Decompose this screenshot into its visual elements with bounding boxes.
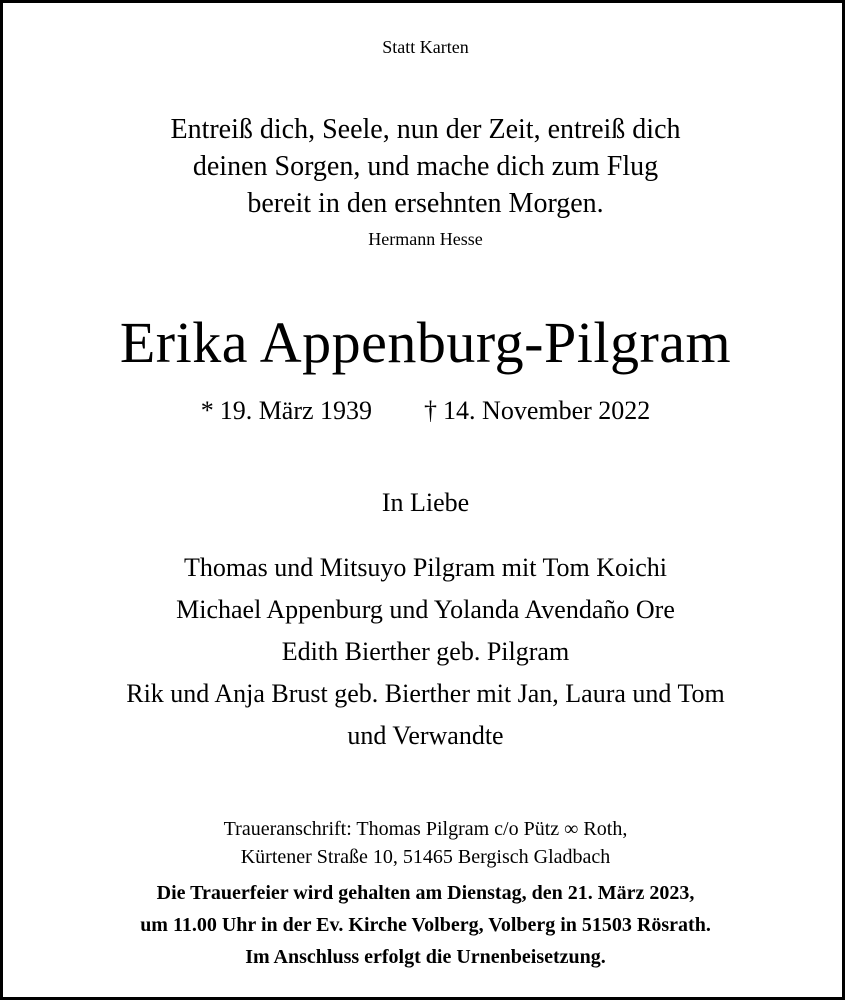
ceremony-line: um 11.00 Uhr in der Ev. Kirche Volberg, Volberg in 51503 Rösrath. bbox=[140, 914, 711, 936]
mourner-line: Michael Appenburg und Yolanda Avendaño Ore bbox=[176, 595, 675, 624]
address-line: Kürtener Straße 10, 51465 Bergisch Gladbach bbox=[240, 846, 611, 868]
poem-line: Entreiß dich, Seele, nun der Zeit, entreiß dich bbox=[170, 114, 681, 145]
poem-line: deinen Sorgen, und mache dich zum Flug bbox=[192, 151, 659, 182]
mourner-line: Edith Bierther geb. Pilgram bbox=[281, 637, 570, 666]
death-cross-icon: † bbox=[424, 396, 438, 425]
poem-author: Hermann Hesse bbox=[368, 229, 483, 249]
mourners-intro: In Liebe bbox=[381, 488, 470, 517]
deceased-name: Erika Appenburg-Pilgram bbox=[119, 310, 732, 375]
mourner-line: Thomas und Mitsuyo Pilgram mit Tom Koichi bbox=[183, 553, 668, 582]
birth-star-icon: * bbox=[200, 396, 214, 425]
mourner-line: und Verwandte bbox=[347, 721, 504, 750]
birth-date: 19. März 1939 bbox=[219, 396, 373, 425]
mourner-line: Rik und Anja Brust geb. Bierther mit Jan, Laura und Tom bbox=[126, 679, 725, 708]
header-note: Statt Karten bbox=[382, 37, 469, 57]
address-line: Traueranschrift: Thomas Pilgram c/o Pütz ∞ Roth, bbox=[223, 818, 628, 840]
death-date: 14. November 2022 bbox=[443, 396, 651, 425]
ceremony-line: Im Anschluss erfolgt die Urnenbeisetzung. bbox=[245, 946, 606, 968]
poem-line: bereit in den ersehnten Morgen. bbox=[247, 188, 604, 219]
life-dates bbox=[3, 396, 845, 426]
ceremony-line: Die Trauerfeier wird gehalten am Dienstag, den 21. März 2023, bbox=[156, 882, 695, 904]
